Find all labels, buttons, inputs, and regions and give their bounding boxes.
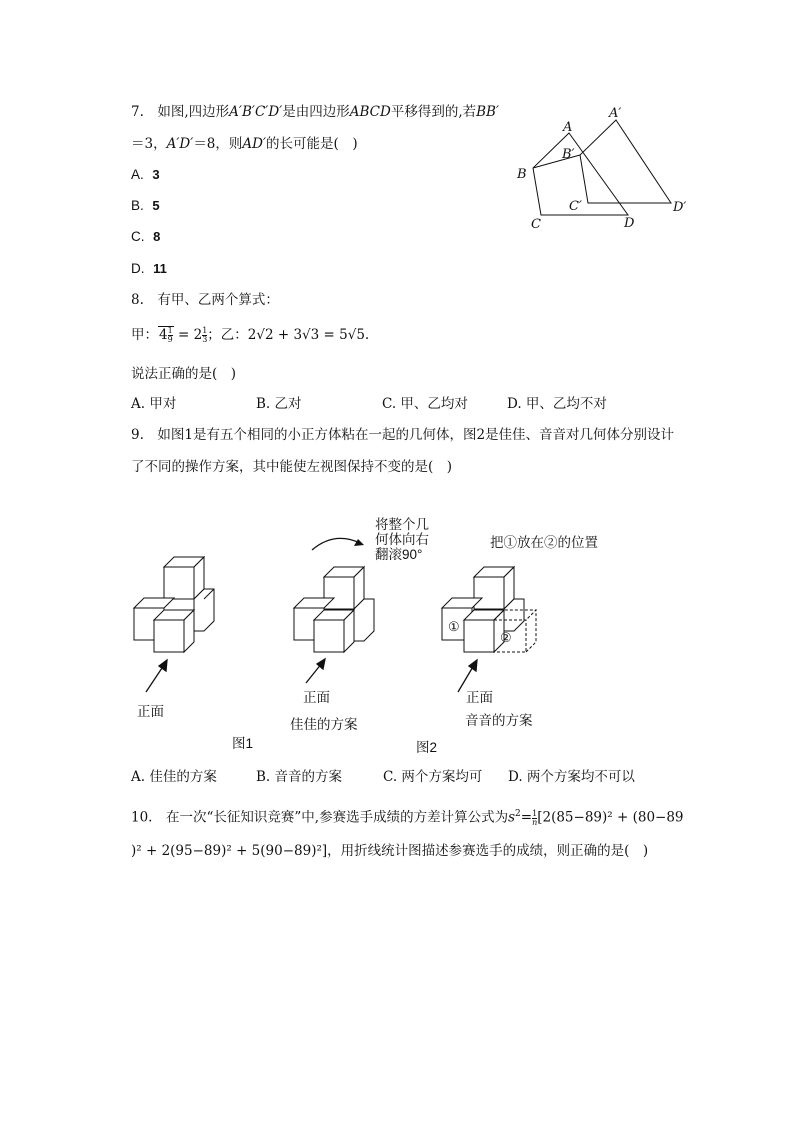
label-c: C <box>531 217 541 232</box>
yinyin-plan-caption: 音音的方案 <box>465 713 533 728</box>
q8-option-d[interactable]: D. 甲、乙均不对 <box>507 396 607 412</box>
fig1-cube-group <box>134 557 214 652</box>
roll-instruction: 将整个几 何体向右 翻滚90° <box>375 517 429 562</box>
front-arrow-1 <box>146 665 164 692</box>
q7-option-d[interactable]: D. 11 <box>131 261 167 276</box>
quad-a1b1c1d1 <box>580 120 671 203</box>
q7-quadrilateral-figure <box>505 100 705 235</box>
q10-stem-line1: 10. 在一次“长征知识竞赛”中,参赛选手成绩的方差计算公式为$s^2=$ $\frac{1}{n}$ [2(85−89)² + (80−89 <box>131 808 684 827</box>
label-d: D <box>624 216 635 231</box>
label-a: A <box>563 120 573 135</box>
front-label-3: 正面 <box>466 690 493 705</box>
q9-option-a[interactable]: A. 佳佳的方案 <box>131 769 217 785</box>
figure-2-caption: 图2 <box>416 740 438 755</box>
jiajia-cube-group <box>294 567 374 652</box>
q8-option-b[interactable]: B. 乙对 <box>256 396 302 412</box>
circle-2-label: ② <box>500 631 512 646</box>
q9-stem-line1: 9. 如图1是有五个相同的小正方体粘在一起的几何体，图2是佳佳、音音对几何体分别设计 <box>131 427 675 443</box>
q9-option-d[interactable]: D. 两个方案均不可以 <box>508 769 635 785</box>
figure-1-caption: 图1 <box>232 736 254 751</box>
q8-stem: 8. 有甲、乙两个算式： <box>131 292 279 308</box>
q8-question: 说法正确的是( ) <box>131 366 237 382</box>
move-instruction: 把①放在②的位置 <box>490 535 598 550</box>
q9-stem-line2: 了不同的操作方案，其中能使左视图保持不变的是( ) <box>131 459 453 475</box>
label-c-prime: C′ <box>569 199 582 214</box>
q7-option-c[interactable]: C. 8 <box>131 229 161 244</box>
roll-arrow-icon <box>312 538 360 550</box>
label-b: B <box>517 167 527 182</box>
q7-option-b[interactable]: B. 5 <box>131 198 160 213</box>
label-a-prime: A′ <box>609 106 622 121</box>
jiajia-plan-caption: 佳佳的方案 <box>290 717 358 732</box>
label-d-prime: D′ <box>673 200 687 215</box>
q8-expressions: 甲：4 $\frac{1}{9}$ = 2 $\frac{1}{3}$ ；乙：2√2 + 3√3 = 5√5. <box>131 326 370 344</box>
front-label-1: 正面 <box>137 704 164 719</box>
front-arrow-3 <box>458 665 474 692</box>
q7-stem-line1: 7. 如图,四边形A′B′C′D′是由四边形ABCD平移得到的,若BB′ <box>131 104 500 120</box>
front-label-2: 正面 <box>303 690 330 705</box>
q8-option-a[interactable]: A. 甲对 <box>131 396 177 412</box>
circle-1-label: ① <box>448 620 460 635</box>
q10-stem-line2: )² + 2(95−89)² + 5(90−89)²]，用折线统计图描述参赛选手的成绩，则正确的是( ) <box>131 843 649 859</box>
q9-option-b[interactable]: B. 音音的方案 <box>256 769 343 785</box>
q8-option-c[interactable]: C. 甲、乙均对 <box>382 396 468 412</box>
label-b-prime: B′ <box>562 147 575 162</box>
q7-stem-line2: ＝3，A′D′＝8，则AD′的长可能是( ) <box>131 136 358 152</box>
q7-option-a[interactable]: A. 3 <box>131 167 160 182</box>
q9-option-c[interactable]: C. 两个方案均可 <box>383 769 483 785</box>
